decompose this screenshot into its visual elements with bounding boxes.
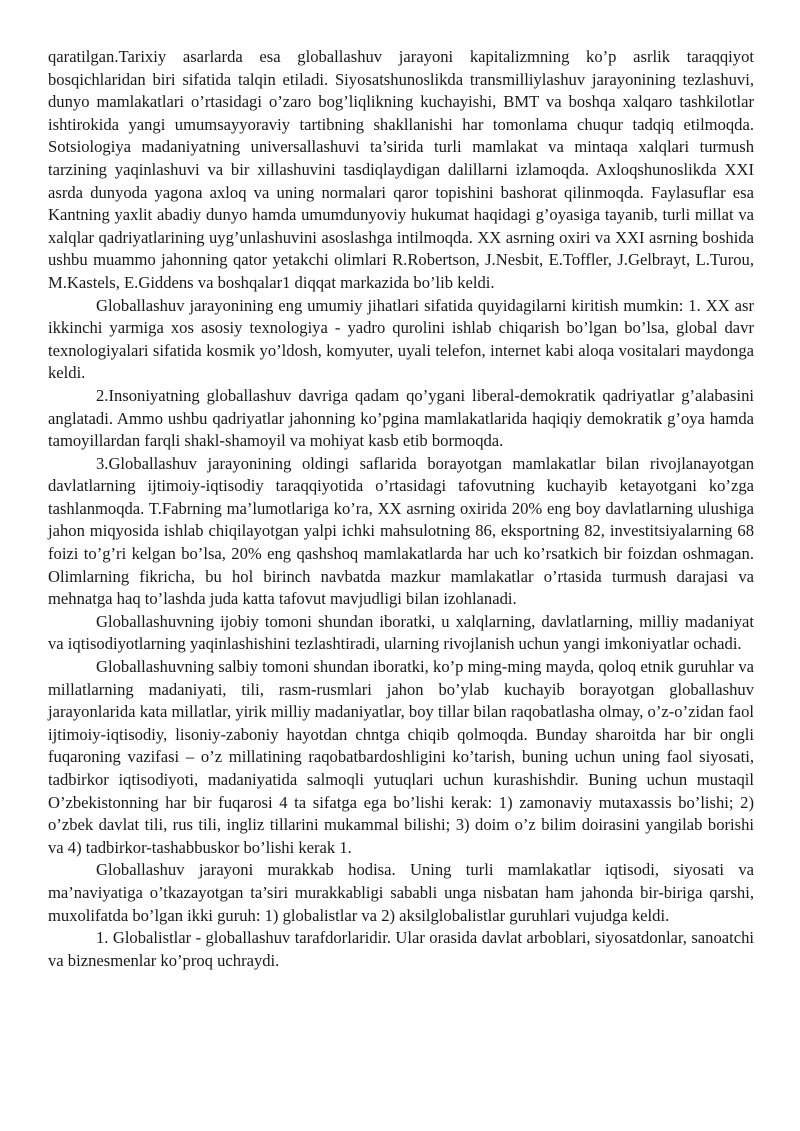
- paragraph-continuation: qaratilgan.Tarixiy asarlarda esa globallashuv jarayoni kapitalizmning ko’p asrlik taraqqiyot bosqichlaridan biri sifatida talqin etiladi. Siyosatshunoslikda transmilliylashuv jarayonining tezlashuvi, dunyo mamlakatlari o’rtasidagi o’zaro bog’liqlikning kuchayishi, BMT va boshqa xalqaro tashkilotlar ishtirokida yangi umumsayyoraviy tartibning shakllanishi har tomonlama chuqur tadqiq etilmoqda. Sotsiologiya madaniyatning universallashuvi ta’sirida turli mamlakat va mintaqa xalqlari turmush tarzining yaqinlashuvi va bir xillashuvini tasdiqlaydigan dalillarni izlamoqda. Axloqshunoslikda XXI asrda dunyoda yagona axloq va uning normalari qaror topishini bashorat qilinmoqda. Faylasuflar esa Kantning yaxlit abadiy dunyo hamda umumdunyoviy hukumat haqidagi g’oyasiga tayanib, turli millat va xalqlar qadriyatlarining uyg’unlashuvini asoslashga intilmoqda. XX asrning oxiri va XXI asrning boshida ushbu muammo jahonning qator yetakchi olimlari R.Robertson, J.Nesbit, E.Toffler, J.Gelbrayt, L.Turou, M.Kastels, E.Giddens va boshqalar1 diqqat markazida bo’lib keldi.: [48, 47, 754, 292]
- paragraph-point-2: 2.Insoniyatning globallashuv davriga qadam qo’ygani liberal-demokratik qadriyatlar g’alabasini anglatadi. Ammo ushbu qadriyatlar jahonning ko’pgina mamlakatlarida haqiqiy demokratik g’oya hamda tamoyillardan farqli shakl-shamoyil va mohiyat kasb etib bormoqda.: [48, 385, 754, 451]
- paragraph-positive-side: Globallashuvning ijobiy tomoni shundan iboratki, u xalqlarning, davlatlarning, milliy madaniyat va iqtisodiyotlarning yaqinlashishini tezlashtiradi, ularning rivojlanish uchun yangi imkoniyatlar ochadi.: [48, 611, 754, 654]
- paragraph-negative-side: Globallashuvning salbiy tomoni shundan iboratki, ko’p ming-ming mayda, qoloq etnik guruhlar va millatlarning madaniyati, tili, rasm-rusmlari jahon bo’ylab kuchayib borayotgan globallashuv jarayonlarida kata millatlar, yirik milliy madaniyatlar, boy tillar bilan raqobatlasha olmay, o’z-o’zidan faol ijtimoiy-iqtisodiy, lisoniy-zaboniy hayotdan chntga chiqib qolmoqda. Bunday sharoitda har bir ongli fuqaroning vazifasi – o’z millatining raqobatbardoshligini ko’tarish, buning uchun uning faol siyosati, tadbirkor iqtisodiyoti, madaniyatida salmoqli yutuqlari uchun kurashishdir. Buning uchun mustaqil O’zbekistonning har bir fuqarosi 4 ta sifatga ega bo’lishi kerak: 1) zamonaviy mutaxassis bo’lishi; 2) o’zbek davlat tili, rus tili, ingliz tillarini mukammal bilishi; 3) doim o’z bilim doirasini yangilab borishi va 4) tadbirkor-tashabbuskor bo’lishi kerak 1.: [48, 657, 754, 857]
- paragraph-common-aspects: Globallashuv jarayonining eng umumiy jihatlari sifatida quyidagilarni kiritish mumkin: 1. XX asr ikkinchi yarmiga xos asosiy texnologiya - yadro qurolini ishlab chiqarish bo’lgan bo’lsa, global davr texnologiyalari sifatida kosmik yo’ldosh, komyuter, uyali telefon, internet kabi aloqa vositalari maydonga keldi.: [48, 295, 754, 383]
- paragraph-point-3: 3.Globallashuv jarayonining oldingi saflarida borayotgan mamlakatlar bilan rivojlanayotgan davlatlarning ijtimoiy-iqtisodiy taraqqiyotida o’rtasidagi tafovutning kuchayib ketayotgani ko’zga tashlanmoqda. T.Fabrning ma’lumotlariga ko’ra, XX asrning oxirida 20% eng boy davlatlarning ulushiga jahon miqyosida ishlab chiqilayotgan yalpi ichki mahsulotning 86, eksportning 82, investitsiyalarning 68 foizi to’g’ri kelgan bo’lsa, 20% eng qashshoq mamlakatlarda har uch ko’rsatkich bir foizdan oshmagan. Olimlarning fikricha, bu hol birinch navbatda mazkur mamlakatlar o’rtasida turmush darajasi va mehnatga haq to’lashda juda katta tafovut mavjudligi bilan izohlanadi.: [48, 453, 754, 609]
- paragraph-two-groups: Globallashuv jarayoni murakkab hodisa. Uning turli mamlakatlar iqtisodi, siyosati va ma’naviyatiga o’tkazayotgan ta’siri murakkabligi sababli unga nisbatan ham jahonda bir-biriga qarshi, muxolifatda bo’lgan ikki guruh: 1) globalistlar va 2) aksilglobalistlar guruhlari vujudga keldi.: [48, 860, 754, 925]
- document-page: [48, 46, 754, 972]
- paragraph-globalists: 1. Globalistlar - globallashuv tarafdorlaridir. Ular orasida davlat arboblari, siyosatdonlar, sanoatchi va biznesmenlar ko’proq uchraydi.: [48, 928, 754, 970]
